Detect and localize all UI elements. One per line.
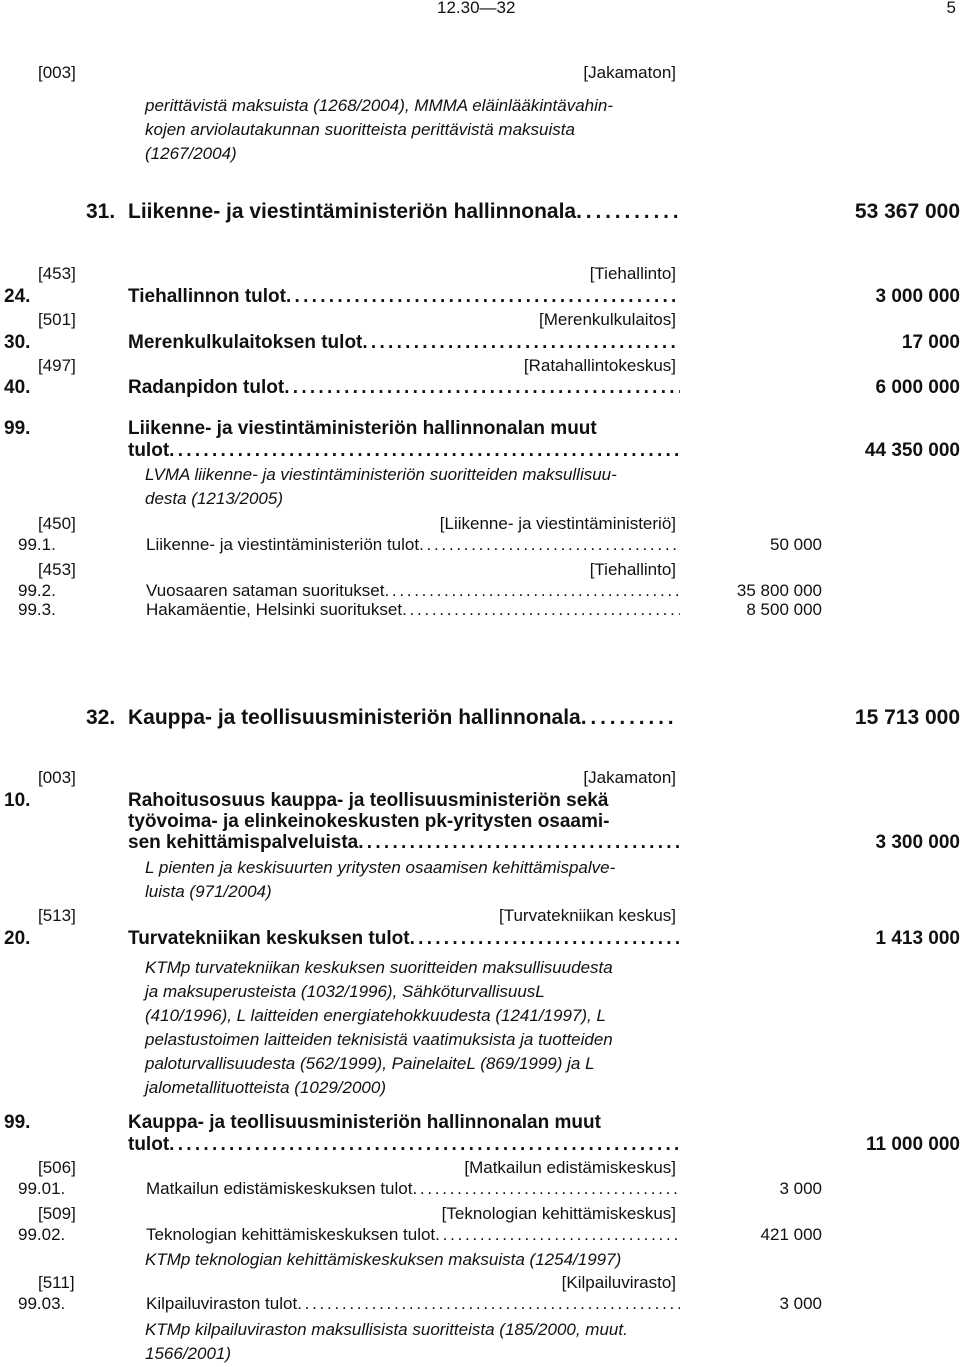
legal-note-line: jalometallituotteista (1029/2000) [145, 1078, 386, 1097]
code-label: [506] [38, 1158, 76, 1177]
org-label: [Tiehallinto] [589, 560, 676, 579]
item-title: sen kehittämispalveluista . . . [128, 832, 680, 854]
legal-note-line: (1267/2004) [145, 144, 237, 163]
section-number: 32. [86, 706, 116, 729]
item-title: Merenkulkulaitoksen tulot . . . [128, 332, 680, 354]
item-amount: 11 000 000 [865, 1134, 960, 1155]
legal-note-line [145, 120, 677, 140]
org-label: [Liikenne- ja viestintäministeriö] [439, 514, 676, 533]
legal-note-line: L pienten ja keskisuurten yritysten osaamisen kehittämispalve- [145, 858, 616, 877]
code-label: [511] [38, 1273, 75, 1292]
sub-item-number: 99.3. [18, 600, 56, 619]
code-label: [003] [38, 63, 76, 82]
item-title: Tiehallinnon tulot . . . [128, 286, 680, 308]
legal-note-line: perittävistä maksuista (1268/2004), MMMA eläinlääkintävahin- [145, 96, 614, 115]
org-label: [Jakamaton] [583, 63, 676, 82]
org-label: [Teknologian kehittämiskeskus] [441, 1204, 676, 1223]
legal-note-line: desta (1213/2005) [145, 489, 283, 508]
sub-item-number: 99.01. [18, 1179, 66, 1198]
item-title-line: työvoima- ja elinkeinokeskusten pk-yritysten osaami- [128, 811, 610, 832]
legal-note-line: LVMA liikenne- ja viestintäministeriön suoritteiden maksullisuu- [145, 465, 617, 484]
item-title: tulot . . . [128, 1134, 680, 1156]
legal-note-line: (410/1996), L laitteiden energiatehokkuudesta (1241/1997), L [145, 1006, 606, 1025]
legal-note-line: luista (971/2004) [145, 882, 272, 901]
item-amount: 17 000 [901, 332, 960, 353]
item-amount: 1 413 000 [875, 928, 960, 949]
sub-item-number: 99.03. [18, 1294, 66, 1313]
legal-note-line: paloturvallisuudesta (562/1999), PainelaiteL (869/1999) ja L [145, 1054, 595, 1073]
sub-item-amount: 3 000 [779, 1179, 822, 1198]
sub-item-title: Liikenne- ja viestintäministeriön tulot . . . [146, 535, 680, 555]
item-number: 40. [4, 377, 31, 398]
code-label: [453] [38, 264, 76, 283]
code-label: [509] [38, 1204, 76, 1223]
sub-item-amount: 50 000 [770, 535, 822, 554]
sub-item-amount: 8 500 000 [746, 600, 822, 619]
sub-item-number: 99.2. [18, 581, 56, 600]
code-label: [003] [38, 768, 76, 787]
item-amount: 6 000 000 [875, 377, 960, 398]
org-label: [Matkailun edistämiskeskus] [464, 1158, 676, 1177]
sub-item-title: Kilpailuviraston tulot . . . [146, 1294, 680, 1314]
sub-item-number: 99.1. [18, 535, 56, 554]
legal-note-line: 1566/2001) [145, 1344, 232, 1363]
item-title-line: Kauppa- ja teollisuusministeriön hallinnonalan muut [128, 1112, 601, 1133]
section-title: Liikenne- ja viestintäministeriön hallinnonala . . . [128, 200, 678, 224]
sub-item-title: Matkailun edistämiskeskuksen tulot . . . [146, 1179, 680, 1199]
item-amount: 44 350 000 [864, 440, 960, 461]
item-title-line: Rahoitusosuus kauppa- ja teollisuusministeriön sekä [128, 790, 609, 811]
code-label: [501] [38, 310, 76, 329]
item-amount: 3 300 000 [875, 832, 960, 853]
note-text: kojen arviolautakunnan suoritteista perittävistä maksuista [145, 120, 575, 139]
sub-item-title: Hakamäentie, Helsinki suoritukset . . . [146, 600, 680, 620]
legal-note-block [145, 956, 680, 1100]
section-amount: 15 713 000 [854, 706, 960, 729]
legal-note-line: pelastustoimen laitteiden teknisistä vaatimuksista ja tuotteiden [145, 1030, 613, 1049]
org-label: [Merenkulkulaitos] [538, 310, 676, 329]
item-number: 99. [4, 1112, 31, 1133]
item-number: 20. [4, 928, 31, 949]
org-label: [Turvatekniikan keskus] [499, 906, 676, 925]
item-title: Turvatekniikan keskuksen tulot . . . [128, 928, 680, 950]
legal-note-line: KTMp turvatekniikan keskuksen suoritteiden maksullisuudesta [145, 958, 613, 977]
item-number: 30. [4, 332, 31, 353]
code-label: [513] [38, 906, 76, 925]
org-label: [Ratahallintokeskus] [523, 356, 676, 375]
item-title: tulot . . . [128, 440, 680, 462]
org-label: [Tiehallinto] [589, 264, 676, 283]
org-label: [Kilpailuvirasto] [561, 1273, 676, 1292]
code-label: [453] [38, 560, 76, 579]
sub-item-amount: 35 800 000 [736, 581, 822, 600]
sub-item-title: Vuosaaren sataman suoritukset . . . [146, 581, 680, 601]
item-title: Radanpidon tulot . . . [128, 377, 680, 399]
item-number: 99. [4, 418, 31, 439]
sub-item-number: 99.02. [18, 1225, 66, 1244]
page-number: 5 [946, 0, 956, 17]
sub-item-title: Teknologian kehittämiskeskuksen tulot . . . [146, 1225, 680, 1245]
code-label: [497] [38, 356, 76, 375]
legal-note-line: KTMp teknologian kehittämiskeskuksen maksuista (1254/1997) [145, 1250, 622, 1269]
header-code: 12.30—32 [437, 0, 516, 17]
item-title-line: Liikenne- ja viestintäministeriön hallinnonalan muut [128, 418, 597, 439]
sub-item-amount: 421 000 [760, 1225, 822, 1244]
legal-note-line: ja maksuperusteista (1032/1996), SähköturvallisuusL [145, 982, 545, 1001]
item-number: 10. [4, 790, 31, 811]
section-number: 31. [86, 200, 116, 223]
item-number: 24. [4, 286, 31, 307]
org-label: [Jakamaton] [583, 768, 676, 787]
section-amount: 53 367 000 [854, 200, 960, 223]
legal-note-line: KTMp kilpailuviraston maksullisista suoritteista (185/2000, muut. [145, 1320, 628, 1339]
code-label: [450] [38, 514, 76, 533]
section-title: Kauppa- ja teollisuusministeriön hallinnonala . . . [128, 706, 678, 730]
item-amount: 3 000 000 [875, 286, 960, 307]
sub-item-amount: 3 000 [779, 1294, 822, 1313]
